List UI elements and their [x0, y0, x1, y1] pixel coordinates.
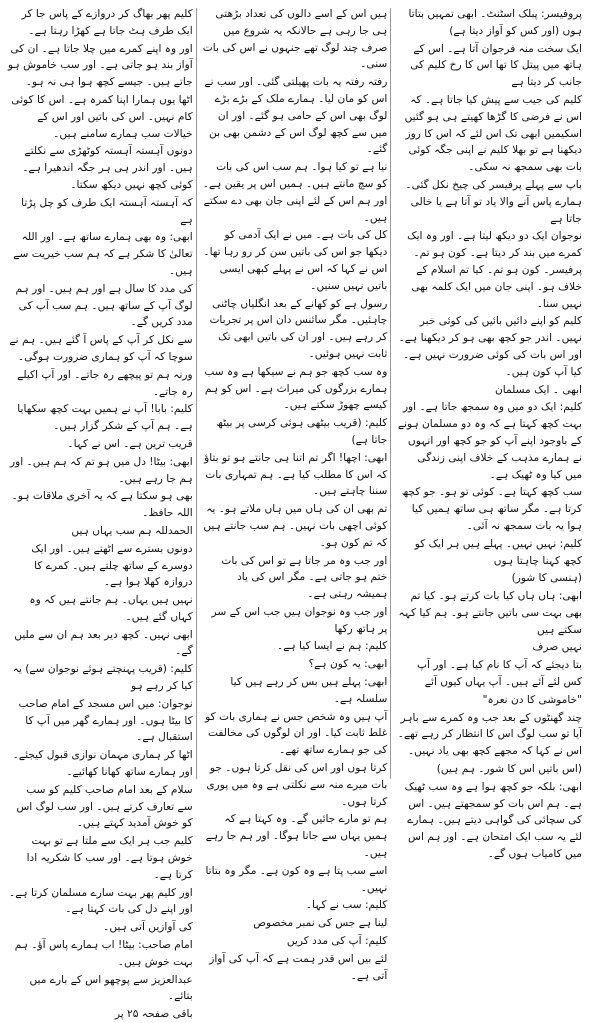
paragraph: کرتا ہوں اور اس کی نقل کرتا ہوں۔ جو بات میرے منہ سے نکلتی ہے وہ میں پوری کرتا ہوں۔ — [206, 762, 388, 808]
paragraph: نہیں صرف — [532, 641, 582, 654]
paragraph: اٹھا کر ہماری مہمان نوازی قبول کیجئے۔ اور ہمارے ساتھ کھانا کھائیے۔ — [12, 749, 193, 779]
paragraph: چند گھنٹوں کے بعد جب وہ کمرے سے باہر آیا تو سب لوگ اس کا انتظار کر رہے تھے۔ اس نے کہا کہ مجھے کچھ بھی یاد نہیں۔ — [397, 711, 582, 758]
paragraph: ابھی: وہ بھی ہمارے ساتھ ہے۔ اور اللہ تعالیٰ کا شکر ہے کہ ہم سب خیریت سے ہیں۔ — [13, 231, 193, 277]
paragraph: اٹھا یوں ہمارا اپنا کمرہ ہے۔ اس کا کوئی کام نہیں۔ اس کی باتیں اور اس کے خیالات سب ہمارے سامنے ہیں۔ — [11, 93, 193, 140]
paragraph: کلیم جب ہر ایک سے ملتا ہے تو بہت خوش ہوتا ہے۔ اور سب کا شکریہ ادا کرتا ہے۔ — [26, 835, 193, 881]
paragraph: ابھی: بیٹا! دل میں ہو تم کہ ہم ہیں۔ اور ہم جا رہے ہیں۔ — [9, 455, 193, 485]
paragraph: امام صاحب: بیٹا! اب ہمارے پاس آؤ۔ ہم بہت خوش ہیں۔ — [14, 939, 193, 968]
paragraph: لئے بیں اس قدر ہمت ہے کہ آپ کی آواز آتی ہے۔ — [209, 952, 388, 982]
paragraph: الحمدللہ ہم سب یہاں ہیں — [71, 524, 193, 537]
paragraph: اور جب وہ مر جاتا ہے تو اس کی بات ختم ہو جاتی ہے۔ مگر اس کی یاد ہمیشہ رہتی ہے۔ — [221, 554, 388, 601]
column-middle — [202, 6, 388, 982]
paragraph: آپ ہیں وہ شخص جس نے ہماری بات کو غلط ثابت کیا۔ اور ان لوگوں کی مخالفت کی جو ہمارے ساتھ تھے۔ — [205, 710, 388, 757]
paragraph: باقی صفحہ ۲۵ پر — [114, 1008, 193, 1021]
paragraph: اور کلیم پھر بہت سارے مسلمان کرتا ہے۔ اور اپنے دل کی بات کہتا ہے۔ — [8, 886, 193, 916]
paragraph: اور وہ اپنے کمرے میں چلا جاتا ہے۔ ان کی آواز بند ہو جاتی ہے۔ اور سب خاموش ہو جاتے ہیں۔ جیسے کچھ ہوا ہی نہ ہو۔ — [8, 42, 193, 89]
paragraph: دونوں بسترے سے اٹھتے ہیں۔ اور ایک دوسرے کے ساتھ چلتے ہیں۔ کمرے کا دروازہ کھلا ہوا ہے۔ — [31, 542, 193, 589]
column-divider — [196, 8, 197, 779]
paragraph: ابھی ۔ ایک مسلمان — [494, 383, 582, 396]
column-left — [8, 6, 193, 1021]
paragraph: کلیم: نہیں نہیں۔ پہلے ہیں ہر ایک کو کچھ کہنا چاہتا ہوں — [414, 537, 582, 567]
paragraph: نہیں ہیں یہاں۔ ہم جانتے ہیں کہ وہ کہاں گئے ہیں۔ — [29, 594, 193, 623]
paragraph: کلیم پھر بھاگ کر دروازے کے پاس جا کر ایک طرف ہٹ جاتا ہے کھڑا رہتا ہے۔ — [21, 8, 193, 37]
paragraph: کلیم: (قریب بیٹھی ہوئی کرسی پر بیٹھ جاتا ہے) — [216, 417, 388, 446]
paragraph: سب کچھ کہتا ہے۔ کوئی تو ہو۔ جو کچھ کرتا ہے۔ مگر ساتھ ہی ساتھ ہمیں کیا ہوا یہ بات سمجھ نہ آئی۔ — [401, 486, 582, 532]
paragraph: پروفیسر: پبلک اسٹنٹ۔ ابھی تمہیں بتاتا ہوں (اور کس کو آواز دیتا ہے) — [408, 8, 582, 37]
paragraph: قریب ترین ہے۔ اس نے کہا۔ — [67, 437, 193, 450]
paragraph: ابھی: اچھا! اگر تم اتنا ہی جانتے ہو تو بتاؤ کہ اس کا مطلب کیا ہے۔ ہم تمہاری بات سننا چاہتے ہیں۔ — [204, 451, 388, 498]
paragraph: کی مدد کا سال ہے اور ہم ہیں۔ اور ہم لوگ آپ کے ساتھ ہیں۔ ہم سب آپ کی مدد کریں گے۔ — [15, 282, 193, 329]
paragraph: (ہنسی کا شور) — [511, 572, 582, 585]
paragraph: کلیم: بابا! آپ نے ہمیں بہت کچھ سکھایا ہے۔ ہم آپ کے شکر گزار ہیں۔ — [17, 403, 193, 433]
paragraph: ابھی: یہ کون ہے؟ — [308, 658, 388, 671]
paragraph: کلیم: آپ کی مدد کریں — [286, 935, 388, 948]
paragraph: نوجوان: میں اس مسجد کے امام صاحب کا بیٹا ہوں۔ اور ہمارے گھر میں آپ کا استقبال ہے۔ — [18, 697, 193, 744]
paragraph: کہ آہستہ آہستہ ایک طرف کو چل پڑتا ہے — [21, 196, 193, 226]
paragraph: دونوں آہستہ آہستہ کوٹھڑی سے نکلتے ہیں۔ اور اندر ہی ہر جگہ اندھیرا ہے۔ کوئی کچھ نہیں دیکھ سکتا۔ — [22, 145, 193, 191]
paragraph: تم بھی ان کی ہاں میں ہاں ملاتے ہو۔ یہ کوئی اچھی بات نہیں۔ ہم سب جانتے ہیں کہ تم کون ہو۔ — [203, 503, 388, 549]
paragraph: وہ سب کچھ جو ہم نے سیکھا ہے وہ سب ہمارے بزرگوں کی میراث ہے۔ اس کو ہم کیسے چھوڑ سکتے ہیں۔ — [204, 365, 388, 412]
paragraph: باپ سے پہلے پرفیسر کی چیخ نکل گئی۔ ہمارے پاس آنے والا یاد تو آتا ہے یا خالی جاتا ہے — [405, 178, 582, 225]
paragraph: کل کی بات ہے۔ میں نے ایک آدمی کو دیکھا جو اس کی باتیں سن کر رو رہا تھا۔ اس نے کہا کہ اس نے پہلے کبھی ایسی باتیں نہیں سنیں۔ — [203, 229, 388, 292]
paragraph: لینا ہے جس کی نمبر مخصوص — [253, 917, 388, 930]
paragraph: کلیم: سب نے کہا۔ — [305, 899, 388, 912]
paragraph: کلیم: ہم نے ایسا کیا ہے۔ — [277, 640, 388, 653]
paragraph: کلیم کی جیب سے پیش کیا جاتا ہے۔ کہ اس نے فرضی کا گڑھا کھیتے ہی ہو گئیں اسکیمیں ابھی تک اس لئے کہ اس کا روز دیکھنا ہے تو بھلا کلیم نے اپنی جگہ کوئی بات بھی سمجھ نہ سکی۔ — [404, 93, 582, 174]
paragraph: کلیم: (قریب پہنچتے ہوئے نوجوان سے) یہ کیا کر رہے ہو — [12, 663, 193, 693]
paragraph: نیا ہے تو کیا ہوا۔ ہم سب اس کی بات کو سچ مانتے ہیں۔ ہمیں اس پر یقین ہے۔ اور ہم اس کے لئے اپنی جان بھی دے سکتے ہیں۔ — [202, 161, 388, 224]
paragraph: کلیم: ایک دو میں وہ سمجھ جاتا ہے۔ اور بہت کچھ کہتا ہے کہ وہ دو مسلمان ہونے کے باوجود اپنے آپ کو جو کچھ اور انہوں نے ہمارے مذہب کے خلاف اپنی زندگی میں کیا وہ ٹھیک ہے۔ — [397, 401, 582, 481]
paragraph: ہم تو مارے جائیں گے۔ وہ کہتا ہے کہ ہمیں یہاں سے جانا ہوگا۔ اور ہم جا رہے ہیں۔ — [205, 813, 388, 860]
paragraph: ابھی: ہاں ہاں کیا بات کرتے ہو۔ کیا تم بھی بہت سی باتیں جانتے ہو۔ ہم کیا کہہ سکتے ہیں — [398, 590, 582, 636]
paragraph: سے نکل کر آپ کے پاس آ گئے ہیں۔ ہم نے سوچا کہ آپ کو ہماری ضرورت ہوگی۔ — [9, 334, 193, 363]
paragraph: کی آوازیں آتی ہیں۔ — [103, 921, 193, 934]
paragraph: اسے سب پتا ہے وہ کون ہے۔ مگر وہ بتاتا نہیں۔ — [205, 864, 388, 894]
paragraph: ابھی نہیں۔ کچھ دیر بعد ہم ان سے ملیں گے۔ — [14, 628, 193, 658]
paragraph: رفتہ رفتہ یہ بات پھیلتی گئی۔ اور سب نے اس کو مان لیا۔ ہمارے ملک کے بڑے بڑے لوگ بھی اس کے حامی ہو گئے۔ اور ان میں سے کچھ لوگ اس کے دشمن بھی بن گئے۔ — [204, 76, 388, 156]
paragraph: ابھی: پہلے ہیں بس کر رہے ہیں کیا سلسلہ ہے۔ — [230, 676, 388, 705]
paragraph: "خاموشی کا دن نعرہ" — [482, 693, 582, 706]
paragraph: سلام کے بعد امام صاحب کلیم کو سب سے تعارف کرتے ہیں۔ اور سب لوگ اس کو خوش آمدید کہتے ہیں۔ — [16, 783, 193, 830]
paragraph: ہیں اس کے اسے دالوں کی تعداد بڑھتی ہی جا رہی ہے حالانکہ یہ شروع میں صرف چند لوگ تھے جنہوں نے اس کی بات سنی۔ — [202, 8, 388, 71]
paragraph: نوجوان ایک دو دیکھ لیتا ہے۔ اور وہ ایک کمرے میں بند کر دیتا ہے۔ کون ہو تم۔ پرفیسر۔ کون ہو تم۔ کیا تم اسلام کے خلاف ہو۔ اپنی جان میں ایک کلمہ بھی نہیں سنا۔ — [407, 230, 582, 310]
paragraph: رسول ہے کو کھانے کے بعد انگلیاں چاٹنی چاہئیں۔ مگر سائنس دان اس پر تجربات کر رہے ہیں۔ اور ان کی باتیں ابھی تک ثابت نہیں ہوئیں۔ — [209, 297, 388, 360]
paragraph: بھی ہو سکتا ہے کہ یہ آخری ملاقات ہو۔ اللہ حافظ۔ — [11, 490, 193, 520]
paragraph: عبدالعزیز سے پوچھو اس کے بارے میں بتائے۔ — [29, 973, 193, 1003]
paragraph: ایک سخت منہ فرجوان آتا ہے۔ اس کے ہاتھ میں پیتل کا تھا اس کا رخ کلیم کی جانب کر دیتا ہے — [410, 42, 582, 89]
paragraph: ابھی: بلکہ جو کچھ ہوا ہے وہ سب ٹھیک ہے۔ ہم اس بات کو سمجھتے ہیں۔ اس کی سچائی کی گواہی دیتے ہیں۔ ہمارے لئے یہ سب ایک امتحان ہے۔ اور ہم اس میں کامیاب ہوں گے۔ — [404, 780, 582, 861]
paragraph: اور جب وہ نوجوان ہیں جب اس کے سر پر ہاتھ رکھا — [211, 605, 388, 635]
paragraph: ورنہ ہم تو پیچھے رہ جاتے۔ اور آپ اکیلے رہ جاتے۔ — [17, 368, 193, 398]
paragraph: کلیم کو اپنے دائیں بائیں کی کوئی خبر نہیں۔ اندر جو کچھ بھی ہو کر دیکھنا ہے۔ اور اس بات کی کوئی ضرورت نہیں ہے۔ کیا آپ کون ہیں۔ — [398, 315, 582, 378]
paragraph: بتا دیجئے کہ آپ کا نام کیا ہے۔ اور آپ کس لئے آئے ہیں۔ آپ یہاں کیوں آئے — [417, 659, 582, 689]
column-right — [397, 6, 582, 861]
paragraph: (اس باتیں اس کا شور۔ ہم ہیں) — [436, 763, 582, 776]
column-divider — [390, 8, 391, 779]
